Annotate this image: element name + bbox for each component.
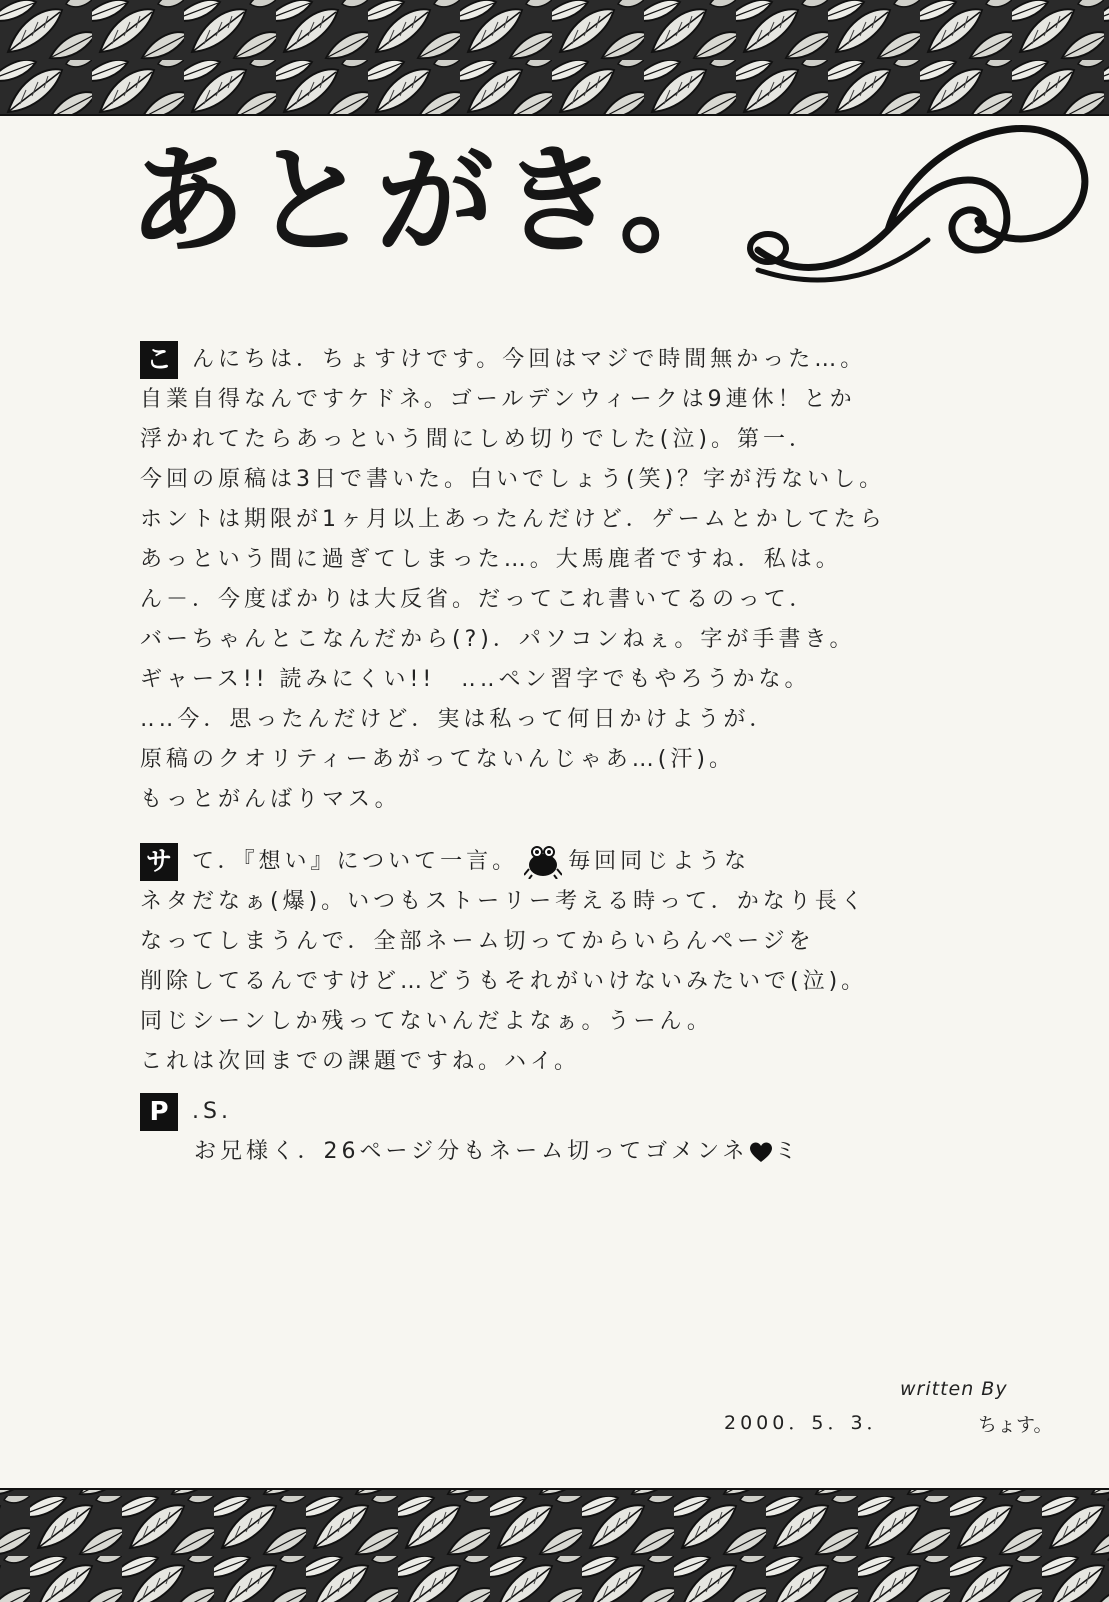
paragraph-1-line-11: 原稿のクオリティーあがってないんじゃあ…(汗)。 — [140, 747, 735, 772]
paragraph-1-line-4: 今回の原稿は3日で書いた。白いでしょう(笑)？字が汚ないし。 — [140, 467, 886, 492]
paragraph-1-line-8: バーちゃんとこなんだから(?)．パソコンねぇ。字が手書き。 — [140, 627, 856, 652]
paragraph-1-line-2: 自業自得なんですケドネ。ゴールデンウィークは9連休！とか — [140, 387, 856, 412]
heart-icon — [748, 1141, 774, 1163]
paragraph-1-line-7: ん－．今度ばかりは大反省。だってこれ書いてるのって． — [140, 587, 816, 612]
page-title: あとがき。 — [128, 132, 744, 270]
bug-doodle-icon — [524, 845, 562, 879]
ps-heading: P .S. — [140, 1092, 1040, 1132]
paragraph-2-line-3: なってしまうんで．全部ネーム切ってからいらんページを — [140, 929, 815, 954]
signature-date: 2000．5．3． — [724, 1412, 890, 1434]
top-leaf-border — [0, 0, 1109, 116]
afterword-body — [140, 340, 1040, 1172]
title-area — [128, 130, 1028, 310]
paragraph-1-line-9: ギャース!! 読みにくい!! ‥‥ペン習字でもやろうかな。 — [140, 667, 811, 692]
drop-cap-sa: サ — [140, 843, 178, 881]
signature-name: ちょす。 — [978, 1414, 1053, 1436]
paragraph-2-line-1: サ て．『想い』について一言。 毎回同じような — [140, 842, 1040, 882]
paragraph-1-line-6: あっという間に過ぎてしまった…。大馬鹿者ですね．私は。 — [140, 547, 842, 572]
paragraph-2-line-4: 削除してるんですけど…どうもそれがいけないみたいで(泣)。 — [140, 969, 868, 994]
paragraph-2-line-6: これは次回までの課題ですね。ハイ。 — [140, 1049, 581, 1074]
swirl-doodle-icon — [738, 120, 1109, 320]
drop-cap-ko: こ — [140, 341, 178, 379]
paragraph-1-line-3: 浮かれてたらあっという間にしめ切りでした(泣)。第一． — [140, 427, 815, 452]
leaf-pattern-top — [0, 0, 1109, 114]
paragraph-2-line-2: ネタだなぁ(爆)。いつもストーリー考える時って．かなり長く — [140, 889, 867, 914]
leaf-pattern-bottom — [0, 1490, 1109, 1602]
bottom-leaf-border — [0, 1488, 1109, 1602]
paragraph-1-line-5: ホントは期限が1ヶ月以上あったんだけど．ゲームとかしてたら — [140, 507, 886, 532]
paragraph-1-line-1: こ んにちは．ちょすけです。今回はマジで時間無かった…。 — [140, 340, 1040, 380]
drop-cap-p: P — [140, 1093, 178, 1131]
ps-line: お兄様く．26ページ分もネーム切ってゴメンネ ミ — [194, 1139, 801, 1164]
paragraph-1-line-10: ‥‥今．思ったんだけど．実は私って何日かけようが． — [140, 707, 776, 732]
paragraph-2-line-5: 同じシーンしか残ってないんだよなぁ。うーん。 — [140, 1009, 713, 1034]
written-by-label: written By — [900, 1378, 1008, 1400]
paragraph-1-line-12: もっとがんばりマス。 — [140, 787, 401, 812]
